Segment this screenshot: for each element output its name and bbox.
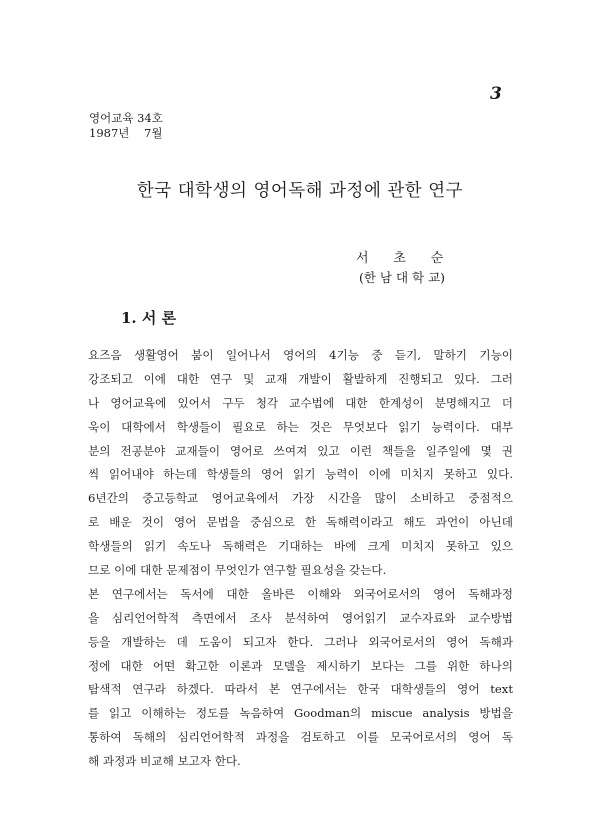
text-line: 정에 대한 어떤 확고한 이론과 모델을 제시하기 보다는 그를 위한 하나의 (88, 658, 513, 673)
text-line: 나 영어교육에 있어서 구두 청각 교수법에 대한 한계성이 분명해지고 더 (88, 395, 513, 410)
text-line: 6년간의 중고등학교 영어교육에서 가장 시간을 많이 소비하고 중점적으 (88, 491, 513, 506)
body-text (88, 344, 513, 774)
text-line: 로 배운 것이 영어 문법을 중심으로 한 독해력이라고 해도 과언이 아닌데 (88, 515, 513, 530)
text-line: 통하여 독해의 심리언어학적 과정을 검토하고 이를 모국어로서의 영어 독 (88, 730, 513, 745)
section-heading: 1. 서 론 (121, 309, 177, 327)
text-line: 본 연구에서는 독서에 대한 올바른 이해와 외국어로서의 영어 독해과정 (88, 586, 513, 601)
author-name: 서 초 순 (356, 251, 444, 266)
text-line: 욱이 대학에서 학생들이 필요로 하는 것은 무엇보다 읽기 능력이다. 대부 (88, 419, 513, 434)
text-line: 씩 읽어내야 하는데 학생들의 영어 읽기 능력이 이에 미치지 못하고 있다. (88, 467, 513, 482)
text-line: 등을 개발하는 데 도움이 되고자 한다. 그러나 외국어로서의 영어 독해과 (88, 634, 513, 649)
text-line: 강조되고 이에 대한 연구 및 교재 개발이 활발하게 진행되고 있다. 그러 (88, 371, 513, 386)
text-line: 학생들의 읽기 속도나 독해력은 기대하는 바에 크게 미치지 못하고 있으 (88, 539, 513, 554)
journal-issue: 영어교육 34호 (89, 111, 163, 125)
page-number: 3 (490, 84, 502, 104)
text-line: 해 과정과 비교해 보고자 한다. (88, 754, 241, 769)
text-line: 요즈음 생활영어 붐이 일어나서 영어의 4기능 중 듣기, 말하기 기능이 (88, 348, 513, 362)
text-line: 분의 전공분야 교재들이 영어로 쓰여져 있고 이런 책들을 일주일에 몇 권 (88, 443, 513, 458)
journal-info (89, 111, 163, 141)
text-line: 탐색적 연구라 하겠다. 따라서 본 연구에서는 한국 대학생들의 영어 text (88, 682, 513, 697)
text-line: 므로 이에 대한 문제점이 무엇인가 연구할 필요성을 갖는다. (88, 563, 387, 578)
paragraph-2 (88, 583, 513, 774)
paper-title: 한국 대학생의 영어독해 과정에 관한 연구 (136, 181, 464, 201)
author-affiliation: (한 남 대 학 교) (359, 270, 446, 285)
journal-date: 1987년 7월 (89, 126, 163, 140)
text-line: 을 심리언어학적 측면에서 조사 분석하여 영어읽기 교수자료와 교수방법 (88, 610, 513, 625)
paragraph-1 (88, 344, 513, 583)
text-line: 를 읽고 이해하는 정도를 녹음하여 Goodman의 miscue analysis 방법을 (88, 706, 513, 721)
